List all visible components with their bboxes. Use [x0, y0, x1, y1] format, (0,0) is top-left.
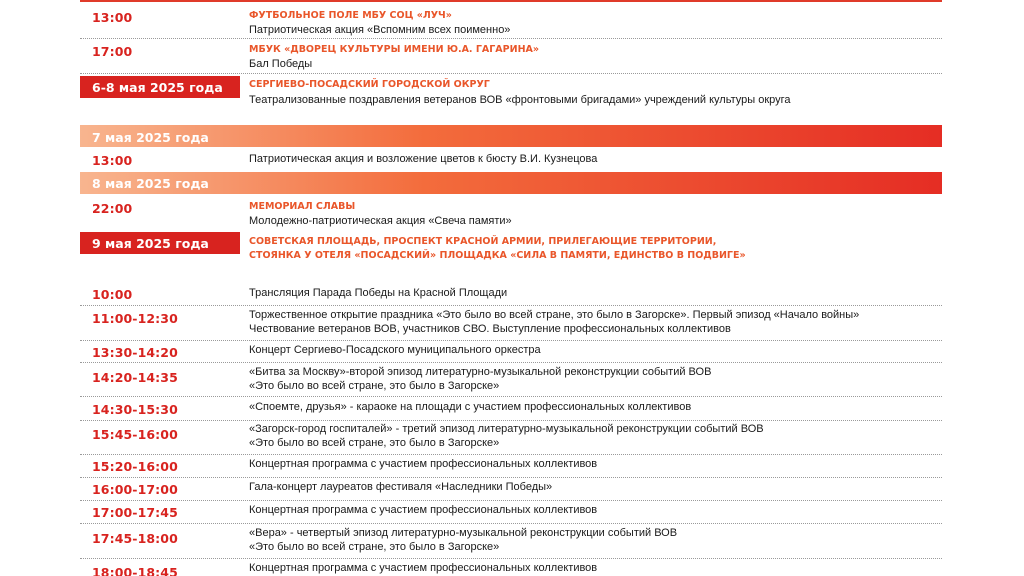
event-description: Молодежно-патриотическая акция «Свеча памяти» [249, 215, 512, 227]
schedule-row [80, 152, 942, 170]
schedule-row [80, 286, 942, 304]
schedule-row [80, 200, 942, 230]
row-divider [80, 558, 942, 559]
event-description: «Это было во всей стране, это было в Загорске» [249, 437, 500, 449]
schedule-row [80, 43, 942, 73]
row-divider [80, 477, 942, 478]
row-divider [80, 420, 942, 421]
event-venue: СТОЯНКА У ОТЕЛЯ «ПОСАДСКИЙ» ПЛОЩАДКА «СИЛА В ПАМЯТИ, ЕДИНСТВО В ПОДВИГЕ» [249, 250, 746, 261]
event-time: 15:45-16:00 [92, 427, 178, 442]
event-time: 15:20-16:00 [92, 459, 178, 474]
event-time: 14:30-15:30 [92, 402, 178, 417]
event-time: 11:00-12:30 [92, 311, 178, 326]
event-description: Трансляция Парада Победы на Красной Площади [249, 287, 508, 299]
event-time: 17:00 [92, 44, 133, 59]
event-description: Концерт Сергиево-Посадского муниципального оркестра [249, 344, 541, 356]
row-divider [80, 396, 942, 397]
event-time: 13:00 [92, 10, 133, 25]
schedule-row [80, 423, 942, 453]
schedule-row [80, 309, 942, 339]
schedule-row [80, 503, 942, 521]
event-description: Театрализованные поздравления ветеранов ВОВ «фронтовыми бригадами» учреждений культуры округа [249, 94, 791, 106]
row-divider [80, 523, 942, 524]
event-time: 18:00-18:45 [92, 565, 178, 576]
date-text: 6-8 мая 2025 года [92, 80, 223, 95]
date-banner-may8 [80, 172, 942, 194]
top-rule [80, 0, 942, 2]
event-time: 22:00 [92, 201, 133, 216]
date-text: 9 мая 2025 года [92, 236, 209, 251]
schedule-row [80, 457, 942, 475]
event-time: 13:00 [92, 153, 133, 168]
event-venue: МЕМОРИАЛ СЛАВЫ [249, 201, 356, 212]
event-description: «Вера» - четвертый эпизод литературно-музыкальной реконструкции событий ВОВ [249, 527, 678, 539]
event-venue: ФУТБОЛЬНОЕ ПОЛЕ МБУ СОЦ «ЛУЧ» [249, 10, 452, 21]
row-divider [80, 362, 942, 363]
event-time: 17:00-17:45 [92, 505, 178, 520]
schedule-row [80, 9, 942, 39]
event-description: «Это было во всей стране, это было в Загорске» [249, 380, 500, 392]
row-divider [80, 340, 942, 341]
date-text: 8 мая 2025 года [92, 176, 209, 191]
schedule-row [80, 480, 942, 498]
event-time: 13:30-14:20 [92, 345, 178, 360]
event-description: Концертная программа с участием профессиональных коллективов [249, 504, 598, 516]
event-description: Патриотическая акция «Вспомним всех поименно» [249, 24, 511, 36]
event-venue: МБУК «ДВОРЕЦ КУЛЬТУРЫ ИМЕНИ Ю.А. ГАГАРИНА» [249, 44, 540, 55]
event-description: Бал Победы [249, 58, 313, 70]
schedule-row [80, 79, 942, 109]
event-time: 14:20-14:35 [92, 370, 178, 385]
schedule-row [80, 527, 942, 557]
event-venue: СОВЕТСКАЯ ПЛОЩАДЬ, ПРОСПЕКТ КРАСНОЙ АРМИИ, ПРИЛЕГАЮЩИЕ ТЕРРИТОРИИ, [249, 236, 717, 247]
event-description: «Это было во всей стране, это было в Загорске» [249, 541, 500, 553]
row-divider [80, 454, 942, 455]
event-time: 16:00-17:00 [92, 482, 178, 497]
schedule-row [80, 561, 942, 576]
event-description: Чествование ветеранов ВОВ, участников СВО. Выступление профессиональных коллективов [249, 323, 731, 335]
event-time: 10:00 [92, 287, 133, 302]
venue-block-may9 [80, 236, 942, 266]
event-description: Концертная программа с участием профессиональных коллективов [249, 562, 598, 574]
event-description: Торжественное открытие праздника «Это было во всей стране, это было в Загорске». Первый эпизод «Начало войны» [249, 309, 860, 321]
event-description: «Споемте, друзья» - караоке на площади с участием профессиональных коллективов [249, 401, 692, 413]
schedule-row [80, 400, 942, 418]
row-divider [80, 73, 942, 74]
row-divider [80, 305, 942, 306]
schedule-row [80, 343, 942, 361]
event-time: 17:45-18:00 [92, 531, 178, 546]
date-banner-may7 [80, 125, 942, 147]
event-description: Гала-концерт лауреатов фестиваля «Наследники Победы» [249, 481, 553, 493]
row-divider [80, 38, 942, 39]
event-description: «Загорск-город госпиталей» - третий эпизод литературно-музыкальной реконструкции событий ВОВ [249, 423, 764, 435]
event-description: Концертная программа с участием профессиональных коллективов [249, 458, 598, 470]
event-description: Патриотическая акция и возложение цветов к бюсту В.И. Кузнецова [249, 153, 598, 165]
row-divider [80, 500, 942, 501]
event-venue: СЕРГИЕВО-ПОСАДСКИЙ ГОРОДСКОЙ ОКРУГ [249, 79, 490, 90]
schedule-row [80, 366, 942, 396]
event-description: «Битва за Москву»-второй эпизод литературно-музыкальной реконструкции событий ВОВ [249, 366, 712, 378]
date-text: 7 мая 2025 года [92, 130, 209, 145]
